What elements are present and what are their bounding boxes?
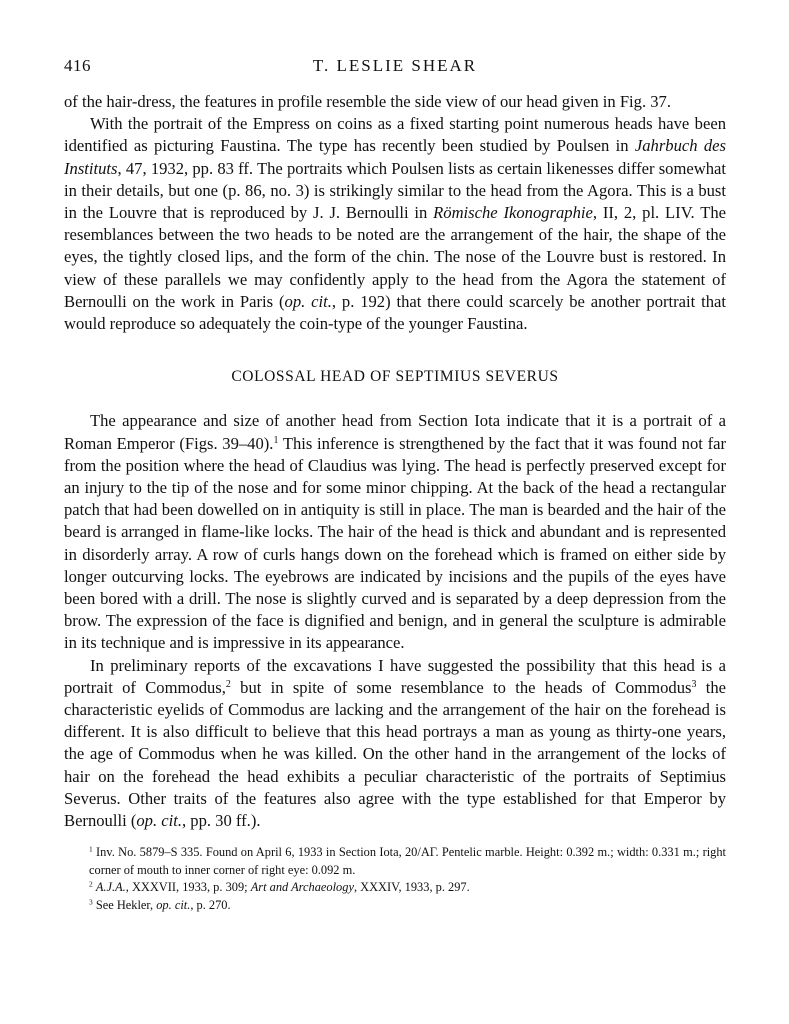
paragraph-text: of the hair-dress, the features in profile resemble the side view of our head given in Fig. 37. [64, 92, 672, 111]
text-run: , 47, 1932, pp. 83 ff. The portraits which Poulsen lists as certain likenesses differ somewhat in their details, but one (p. 86, no. 3) is strikingly similar to the head from the Agora. This is a bust in the Louvre that is reproduced by J. J. Bernoulli in [64, 158, 726, 223]
footnote-ref[interactable]: 3 [691, 678, 697, 690]
paragraph-description [64, 410, 726, 654]
footnote-ref[interactable]: 2 [225, 678, 231, 690]
text-run: The appearance and size of another head from Section Iota indicate that it is a portrait of a Roman Emperor (Figs. 39–40). [64, 411, 726, 453]
journal-title: Jahrbuch des Instituts [64, 136, 726, 178]
book-title: Römische Ikonographie [433, 203, 593, 223]
text-run: With the portrait of the Empress on coins as a fixed starting point numerous heads have been identified as picturing Faustina. The type has recently been studied by Poulsen in [64, 114, 726, 156]
footnote-1 [64, 844, 726, 879]
footnote-number: 3 [89, 897, 93, 907]
page-number: 416 [64, 56, 91, 75]
journal-abbrev: A.J.A. [95, 880, 126, 895]
text-run: In preliminary reports of the excavations I have suggested the possibility that this head is a portrait of Commodus, [64, 655, 726, 697]
text-run: This inference is strengthened by the fact that it was found not far from the position where the head of Claudius was lying. The head is perfectly preserved except for an injury to the tip of the nose and for some minor chipping. At the back of the head a rectangular patch that had been dowelled on in antiquity is still in place. The man is bearded and the hair of the beard is arranged in flame-like locks. The hair of the head is thick and abundant and is represented in disorderly array. A row of curls hangs down on the forehead which is framed on either side by longer outcurving locks. The eyebrows are indicated by incisions and the pupils of the eyes have been bored with a drill. The nose is slightly curved and is separated by a deep depression from the brow. The expression of the face is dignified and benign, and in general the sculpture is admirable in its technique and is impressive in its appearance. [64, 433, 726, 653]
citation-italic: op. cit. [156, 897, 191, 912]
paragraph-identification [64, 655, 726, 833]
footnote-number: 2 [89, 879, 93, 889]
footnotes [64, 844, 726, 914]
text-run: the characteristic eyelids of Commodus are lacking and the arrangement of the hair on the forehead is different. It is also difficult to believe that this head portrays a man as young as thirty-one years, the age of Commodus when he was killed. On the other hand in the arrangement of the locks of hair on the forehead the head exhibits a peculiar characteristic of the portraits of Septimius Severus. Other traits of the features also agree with the type established for that Emperor by Bernoulli ( [64, 677, 727, 831]
paragraph-faustina [64, 113, 726, 335]
footnote-text: , XXXVII, 1933, p. 309; [125, 880, 251, 895]
running-head: T. LESLIE SHEAR [312, 56, 478, 75]
paragraph-continuation [64, 91, 726, 113]
footnote-2 [64, 879, 726, 896]
footnote-3 [64, 897, 726, 914]
footnote-ref[interactable]: 1 [273, 434, 279, 446]
text-run: , p. 192) that there could scarcely be another portrait that would reproduce so adequately the coin-type of the younger Faustina. [64, 291, 727, 334]
text-run: , II, 2, pl. LIV. The resemblances between the two heads to be noted are the arrangement of the hair, the shape of the eyes, the tightly closed lips, and the form of the chin. The nose of the Louvre bust is restored. In view of these parallels we may confidently apply to the head from the Agora the statement of Bernoulli on the work in Paris ( [64, 203, 727, 311]
footnote-text: , XXXIV, 1933, p. 297. [353, 880, 470, 895]
page [64, 54, 726, 914]
footnote-text: Inv. No. 5879–S 335. Found on April 6, 1933 in Section Iota, 20/ΑΓ. Pentelic marble. Height: 0.392 m.; width: 0.331 m.; right corner of mouth to inner corner of right eye: 0.092 m. [89, 845, 726, 877]
text-run: , pp. 30 ff.). [181, 811, 261, 831]
footnote-text: See Hekler, [95, 897, 157, 912]
body-text [64, 91, 726, 832]
citation-italic: op. cit. [284, 291, 332, 311]
journal-title: Art and Archaeology [250, 880, 354, 895]
text-run: but in spite of some resemblance to the heads of Commodus [230, 677, 692, 697]
page-header [64, 54, 726, 82]
footnote-number: 1 [89, 844, 93, 854]
citation-italic: op. cit. [136, 811, 182, 831]
section-heading: COLOSSAL HEAD OF SEPTIMIUS SEVERUS [231, 368, 559, 386]
footnote-text: , p. 270. [190, 897, 231, 912]
